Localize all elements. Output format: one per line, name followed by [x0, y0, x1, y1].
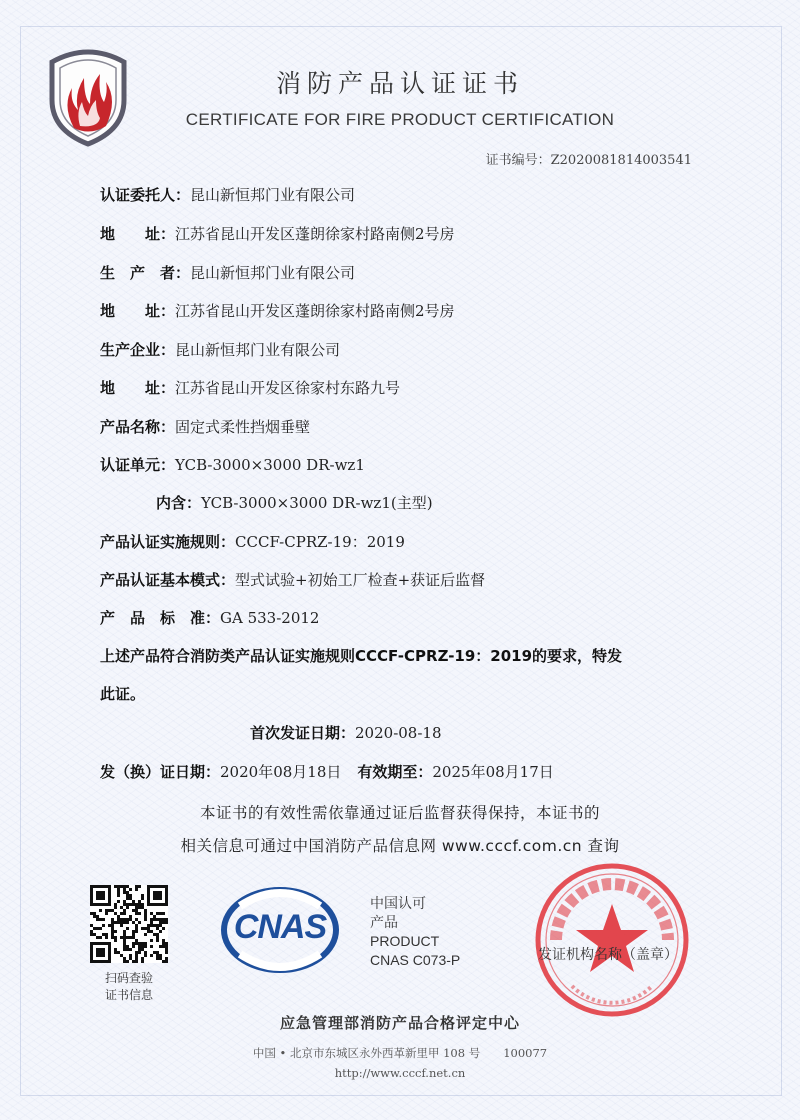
- first-issue-date-value: 2020-08-18: [355, 724, 442, 742]
- notice-line-2: 相关信息可通过中国消防产品信息网 www.cccf.com.cn 查询: [180, 837, 620, 855]
- field-standard: [100, 607, 319, 628]
- field-includes-value: YCB-3000×3000 DR-wz1(主型): [201, 494, 433, 512]
- certificate-number-value: Z2020081814003541: [550, 153, 692, 168]
- field-producer-value: 昆山新恒邦门业有限公司: [190, 264, 356, 282]
- field-client-value: 昆山新恒邦门业有限公司: [190, 186, 356, 204]
- field-rule-value: CCCF-CPRZ-19：2019: [235, 533, 405, 551]
- cnas-logo-text: CNAS: [233, 908, 327, 946]
- field-mode-value: 型式试验+初始工厂检查+获证后监督: [235, 571, 486, 589]
- field-product-label: 产品名称：: [100, 418, 176, 436]
- first-issue-date-label: 首次发证日期：: [250, 724, 356, 742]
- field-producer-address-value: 江苏省昆山开发区蓬朗徐家村路南侧2号房: [175, 302, 455, 320]
- issue-date-value: 2020年08月18日: [220, 763, 342, 781]
- field-producer-label: 生 产 者：: [100, 264, 191, 282]
- statement-line-2: 此证。: [100, 685, 146, 703]
- qr-caption-line-2: 证书信息: [104, 988, 153, 1002]
- cnas-line-3: PRODUCT: [370, 933, 440, 949]
- statement-line-1: 上述产品符合消防类产品认证实施规则CCCF-CPRZ-19：2019的要求，特发: [100, 647, 623, 665]
- field-factory-address: [100, 377, 400, 398]
- notice-line-1: 本证书的有效性需依靠通过证后监督获得保持，本证书的: [199, 804, 600, 822]
- qr-caption-line-1: 扫码查验: [104, 971, 153, 985]
- field-client-address-value: 江苏省昆山开发区蓬朗徐家村路南侧2号房: [175, 225, 455, 243]
- first-issue-date: [250, 722, 442, 743]
- issue-date-label: 发（换）证日期：: [100, 763, 221, 781]
- seal-caption: 发证机构名称（盖章）: [538, 947, 678, 963]
- field-producer: [100, 262, 355, 283]
- cnas-line-2: 产品: [370, 914, 398, 930]
- field-client-address: [100, 223, 455, 244]
- field-mode-label: 产品认证基本模式：: [100, 571, 236, 589]
- qr-code-icon[interactable]: [90, 885, 168, 963]
- field-unit: [100, 454, 365, 475]
- field-producer-address-label: 地 址：: [100, 302, 176, 320]
- field-client-address-label: 地 址：: [100, 225, 176, 243]
- certificate-number: [486, 149, 692, 168]
- field-factory-value: 昆山新恒邦门业有限公司: [175, 341, 341, 359]
- cnas-accreditation-text: [370, 894, 460, 970]
- issue-validity-dates: [100, 761, 554, 782]
- official-seal-icon: [532, 860, 692, 1020]
- field-client: [100, 184, 355, 205]
- field-standard-label: 产 品 标 准：: [100, 609, 221, 627]
- qr-caption: [84, 970, 174, 1004]
- field-includes: [156, 492, 433, 513]
- field-product: [100, 416, 310, 437]
- certificate-subtitle: CERTIFICATE FOR FIRE PRODUCT CERTIFICATION: [185, 110, 615, 129]
- certificate-number-label: 证书编号：: [485, 153, 551, 168]
- field-rule: [100, 531, 405, 552]
- field-factory: [100, 339, 340, 360]
- cnas-line-1: 中国认可: [370, 895, 426, 911]
- footer-address: 中国 • 北京市东城区永外西革新里甲 108 号 100077: [252, 1046, 548, 1060]
- cnas-line-4: CNAS C073-P: [370, 952, 461, 968]
- certificate-title: 消防产品认证证书: [275, 69, 524, 98]
- footer-url[interactable]: http://www.cccf.net.cn: [334, 1066, 466, 1080]
- field-factory-label: 生产企业：: [100, 341, 176, 359]
- field-standard-value: GA 533-2012: [220, 609, 320, 627]
- valid-until-value: 2025年08月17日: [432, 763, 554, 781]
- field-client-label: 认证委托人：: [100, 186, 191, 204]
- field-rule-label: 产品认证实施规则：: [100, 533, 236, 551]
- field-mode: [100, 569, 485, 590]
- field-includes-label: 内含：: [156, 494, 202, 512]
- field-product-value: 固定式柔性挡烟垂壁: [175, 418, 311, 436]
- field-factory-address-label: 地 址：: [100, 379, 176, 397]
- footer-organization: 应急管理部消防产品合格评定中心: [279, 1014, 520, 1032]
- field-factory-address-value: 江苏省昆山开发区徐家村东路九号: [175, 379, 401, 397]
- field-producer-address: [100, 300, 455, 321]
- valid-until-label: 有效期至：: [357, 763, 433, 781]
- field-unit-label: 认证单元：: [100, 456, 176, 474]
- field-unit-value: YCB-3000×3000 DR-wz1: [175, 456, 365, 474]
